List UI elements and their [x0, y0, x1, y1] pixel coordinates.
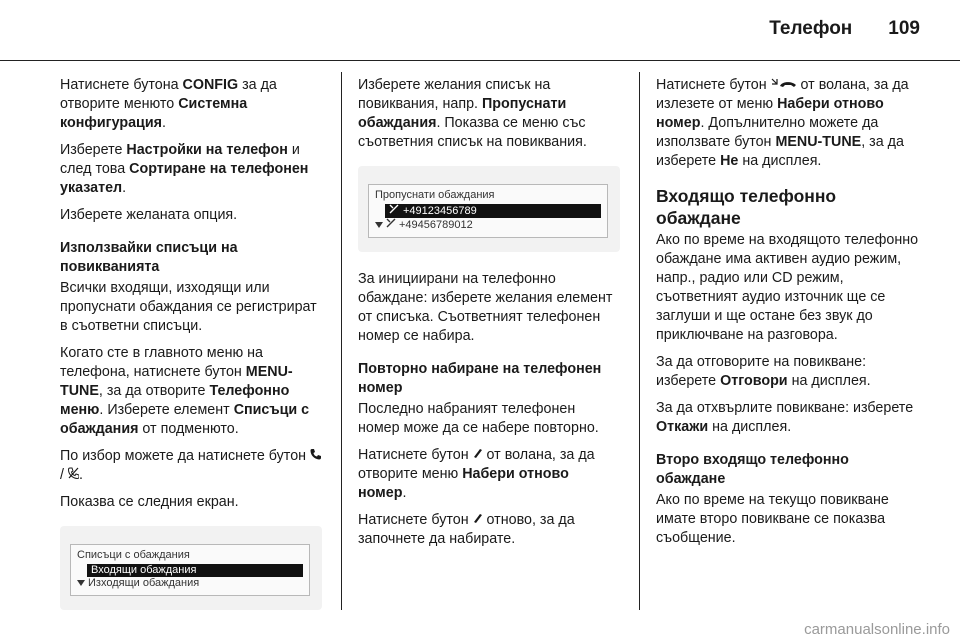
paragraph: Изберете Настройки на телефон и след това Сортиране на телефонен указател. — [60, 142, 309, 196]
paragraph: Показва се следния екран. — [60, 494, 239, 510]
display-frame — [368, 184, 608, 238]
paragraph: Ако по време на текущо повикване имате второ повикване се показва съобщение. — [656, 492, 889, 546]
paragraph: Натиснете бутон от волана, за да отворите меню Набери отново номер. — [358, 447, 595, 501]
section-heading: Второ входящо телефонно обаждане — [656, 452, 849, 487]
column-divider — [341, 72, 342, 610]
phone-slash-icon — [68, 466, 79, 485]
missed-call-icon — [389, 204, 399, 218]
page-header — [769, 18, 920, 40]
display-selected-item: Входящи обаждания — [87, 564, 303, 577]
display-selected-item: +49123456789 — [385, 204, 601, 218]
display-screenshot — [60, 526, 322, 610]
paragraph: Ако по време на входящото телефонно обаждане има активен аудио режим, напр., радио или CD режим, съответният аудио източник ще се заглуши и ще остане без звук до приключване на разговора. — [656, 232, 919, 343]
section-heading: Използвайки списъци на повикванията — [60, 240, 238, 275]
column-3 — [656, 76, 922, 556]
phone-icon — [310, 447, 321, 466]
paragraph: За инициирани на телефонно обаждане: изберете желания елемент от списъка. Съответният телефонен номер се набира. — [358, 271, 613, 344]
header-rule — [0, 60, 960, 61]
page-title: Телефон — [769, 18, 853, 39]
paragraph: Всички входящи, изходящи или пропуснати обаждания се регистрират в съответни списъци. — [60, 280, 317, 334]
column-1 — [60, 76, 322, 628]
paragraph: Натиснете бутон от волана, за да излезете от меню Набери отново номер. Допълнително можете да използвате бутон MENU-TUNE, за да изберете Не на дисплея. — [656, 77, 909, 169]
display-frame — [70, 544, 310, 596]
column-divider — [639, 72, 640, 610]
triangle-down-icon — [77, 577, 85, 590]
display-list-item: +49456789012 — [375, 218, 601, 232]
page-number: 109 — [888, 18, 920, 39]
paragraph: Натиснете бутон отново, за да започнете да набирате. — [358, 512, 575, 547]
display-list-item: Изходящи обаждания — [77, 577, 303, 590]
watermark: carmanualsonline.info — [804, 621, 950, 638]
display-title: Пропуснати обаждания — [375, 189, 495, 201]
paragraph: По избор можете да натиснете бутон / . — [60, 447, 322, 485]
triangle-down-icon — [375, 219, 383, 232]
paragraph: Последно набраният телефонен номер може да се набере повторно. — [358, 401, 599, 436]
paragraph: Изберете желаната опция. — [60, 207, 238, 223]
paragraph: Изберете желания списък на повиквания, напр. Пропуснати обаждания. Показва се меню със съответния списък на повиквания. — [358, 77, 587, 150]
phone-wheel-icon — [473, 511, 483, 530]
missed-call-icon — [386, 218, 396, 232]
section-heading: Повторно набиране на телефонен номер — [358, 361, 602, 396]
paragraph: Когато сте в главното меню на телефона, натиснете бутон MENU-TUNE, за да отворите Телефонно меню. Изберете елемент Списъци с обаждания от подменюто. — [60, 345, 310, 437]
display-title: Списъци с обаждания — [77, 549, 190, 561]
paragraph: За да отхвърлите повикване: изберете Откажи на дисплея. — [656, 400, 914, 435]
paragraph: За да отговорите на повикване: изберете Отговори на дисплея. — [656, 354, 871, 389]
column-2 — [358, 76, 620, 557]
hangup-icon — [771, 76, 797, 95]
paragraph: Натиснете бутона CONFIG за да отворите менюто Системна конфигурация. — [60, 77, 277, 131]
display-screenshot — [358, 166, 620, 252]
section-heading: Входящо телефонно обаждане — [656, 186, 837, 228]
phone-wheel-icon — [473, 446, 483, 465]
